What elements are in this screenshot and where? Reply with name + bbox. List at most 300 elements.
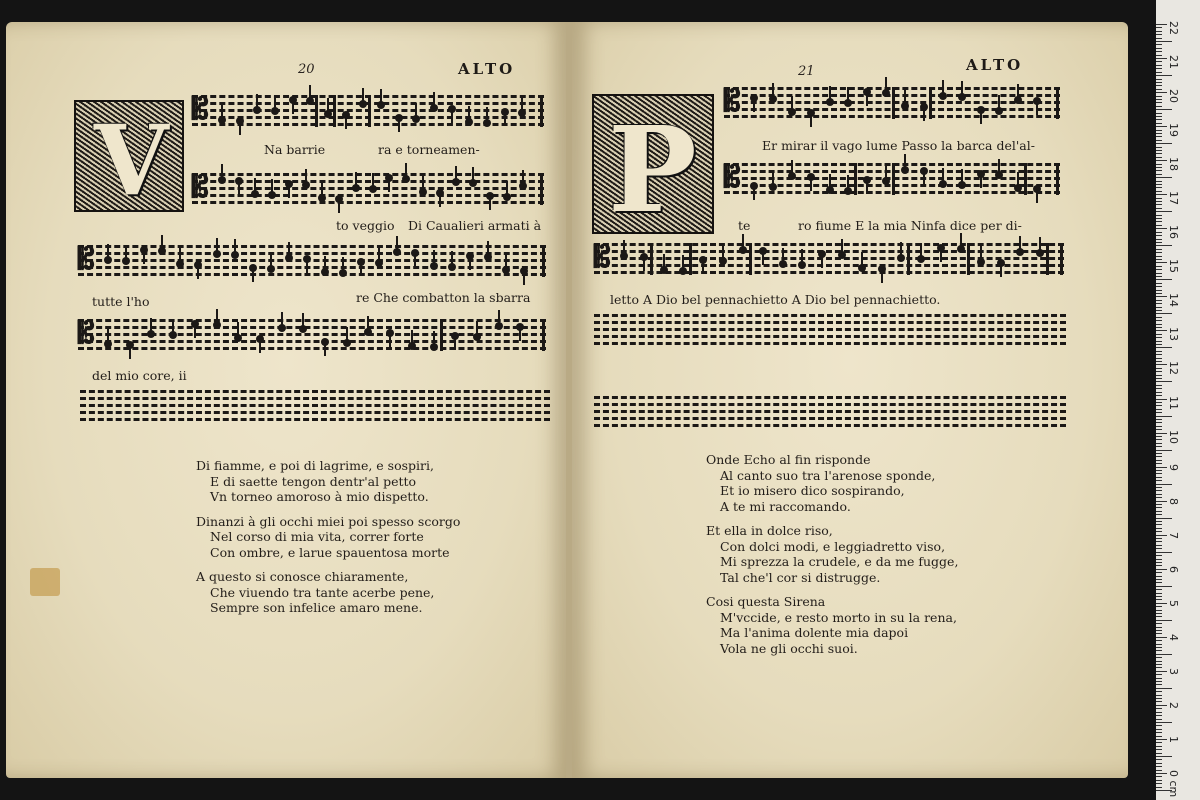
ruler-tick [1156,92,1167,93]
ruler-label: 2 [1167,701,1180,709]
ruler-tick [1156,701,1162,702]
ruler-tick [1156,405,1162,406]
ruler-tick [1156,480,1162,481]
bar-line [1056,87,1059,119]
note-stem [1036,189,1038,203]
note-stem [980,110,982,124]
ruler-tick [1156,487,1162,488]
ruler-tick [1156,742,1162,743]
ruler-tick [1156,368,1162,369]
verse-line: A te mi raccomando. [720,498,851,514]
ruler-tick [1156,296,1167,297]
ruler-tick [1156,433,1167,434]
ruler-tick [1156,27,1162,28]
lyric-line: tutte l'ho [92,294,150,309]
ruler-tick [1156,582,1162,583]
clef-icon: 𝄡 [724,160,741,195]
note-stem [476,321,478,335]
ruler-tick [1156,364,1167,365]
lyric-line: Na barrie [264,142,326,157]
ruler-tick [1156,616,1162,617]
ruler-tick [1156,61,1162,62]
music-staff [724,162,1060,196]
note-stem [791,160,793,174]
ruler-tick [1156,72,1162,73]
staff-line [192,180,544,183]
note-stem [472,167,474,181]
note-stem [288,184,290,198]
note-stem [398,118,400,132]
note-stem [753,186,755,200]
initial-letter: P [608,100,697,234]
ruler-tick [1156,187,1162,188]
verse-line: Di fiamme, e poi di lagrime, e sospiri, [196,458,434,473]
staff-line [78,347,546,350]
staff-line [594,328,1066,331]
ruler-tick [1156,419,1162,420]
note-stem [288,242,290,256]
note-stem [663,254,665,268]
note-stem [998,159,1000,173]
ruler-tick [1156,211,1172,212]
note-stem [216,309,218,323]
note-stem [1019,236,1021,250]
staff-line [594,335,1066,338]
measurement-ruler [1156,0,1200,800]
ruler-tick [1156,89,1162,90]
note-stem [940,248,942,262]
ruler-tick [1156,109,1172,110]
ruler-tick [1156,392,1162,393]
ruler-tick [1156,181,1162,182]
note-stem [522,170,524,184]
ruler-tick [1156,576,1162,577]
ruler-label: 15 [1167,259,1180,274]
ruler-tick [1156,194,1167,195]
note-stem [324,342,326,356]
ruler-tick [1156,776,1162,777]
ruler-tick [1156,225,1162,226]
ruler-tick [1156,381,1172,382]
verse-block [706,452,958,665]
verse-line: Sempre son infelice amaro mene. [210,600,423,615]
ruler-tick [1156,130,1162,131]
note-stem [881,269,883,283]
ruler-tick [1156,106,1162,107]
note-stem [259,339,261,353]
note-stem [519,327,521,341]
ruler-tick [1156,347,1172,348]
ruler-tick [1156,218,1162,219]
ruler-tick [1156,320,1162,321]
note-stem [129,345,131,359]
note-stem [305,169,307,183]
bar-line [1056,163,1059,195]
note-stem [270,253,272,267]
note-stem [342,257,344,271]
ruler-tick [1156,99,1162,100]
note-stem [411,330,413,344]
note-stem [623,240,625,254]
staff-line [78,259,546,262]
note-stem [439,193,441,207]
note-stem [885,77,887,91]
ruler-tick [1156,55,1162,56]
note-stem [455,166,457,180]
staff-line [594,417,1066,420]
ruler-tick [1156,490,1162,491]
note-stem [378,247,380,261]
ruler-tick [1156,44,1162,45]
verse-line: Al canto suo tra l'arenose sponde, [720,467,936,483]
paper-stain [30,568,60,596]
note-stem [194,324,196,338]
voice-label: ALTO [458,60,516,78]
note-stem [414,253,416,267]
note-stem [810,177,812,191]
ruler-tick [1156,300,1162,301]
ruler-tick [1156,749,1162,750]
ruler-tick [1156,395,1162,396]
ruler-tick [1156,184,1162,185]
ruler-tick [1156,221,1162,222]
ruler-tick [1156,48,1162,49]
note-stem [321,182,323,196]
note-stem [345,115,347,129]
ruler-tick [1156,330,1167,331]
ruler-tick [1156,739,1167,740]
ruler-tick [1156,273,1162,274]
note-stem [980,174,982,188]
ruler-label: 0 cm [1167,770,1180,798]
ruler-tick [1156,140,1162,141]
music-staff [192,172,544,206]
ruler-tick [1156,586,1172,587]
ruler-tick [1156,572,1162,573]
ruler-tick [1156,96,1162,97]
note-stem [942,80,944,94]
verse-line: Tal che'l cor si distrugge. [720,569,881,585]
ruler-tick [1156,770,1162,771]
ruler-tick [1156,174,1162,175]
ruler-label: 14 [1167,293,1180,308]
note-stem [506,181,508,195]
music-staff [192,94,544,128]
ruler-tick [1156,170,1162,171]
ruler-tick [1156,157,1162,158]
note-stem [237,322,239,336]
stanza [196,458,460,505]
ruler-tick [1156,783,1162,784]
ruler-tick [1156,436,1162,437]
ruler-tick [1156,623,1162,624]
ruler-tick [1156,473,1162,474]
staff-line [594,410,1066,413]
verse-line: Con ombre, e larue spauentosa morte [210,544,450,560]
ruler-tick [1156,599,1162,600]
ruler-tick [1156,450,1172,451]
bar-line [542,319,545,351]
note-stem [372,173,374,187]
woodcut-initial [74,100,184,212]
ruler-tick [1156,589,1162,590]
note-stem [904,90,906,104]
ruler-tick [1156,341,1162,342]
ruler-tick [1156,521,1162,522]
verse-line: M'vccide, e resto morto in su la rena, [720,609,957,625]
bar-line [892,87,895,119]
ruler-tick [1156,650,1162,651]
ruler-tick [1156,453,1162,454]
verse-block [196,458,460,625]
ruler-label: 5 [1167,599,1180,607]
ruler-tick [1156,164,1162,165]
ruler-tick [1156,334,1162,335]
note-stem [762,251,764,265]
ruler-tick [1156,511,1162,512]
note-stem [942,168,944,182]
note-stem [682,255,684,269]
bar-line [650,243,653,275]
note-stem [238,181,240,195]
note-stem [498,310,500,324]
note-stem [791,96,793,110]
note-stem [161,235,163,249]
ruler-tick [1156,279,1172,280]
lyric-line: te [738,218,751,233]
note-stem [405,163,407,177]
note-stem [172,319,174,333]
note-stem [179,248,181,262]
note-stem [810,113,812,127]
ruler-tick [1156,446,1162,447]
note-stem [468,106,470,120]
bar-line [892,163,895,195]
ruler-tick [1156,780,1162,781]
lyric-line: Er mirar il vago lume Passo la barca del'al- [762,138,1035,153]
note-stem [271,179,273,193]
ruler-label: 19 [1167,123,1180,138]
ruler-tick [1156,317,1162,318]
ruler-tick [1156,715,1162,716]
ruler-tick [1156,177,1172,178]
empty-staff [594,396,1066,434]
bar-line [1060,243,1063,275]
note-stem [309,85,311,99]
verse-line: Vn torneo amoroso à mio dispetto. [210,489,429,504]
note-stem [923,107,925,121]
empty-staff [80,390,550,428]
ruler-label: 7 [1167,531,1180,539]
ruler-tick [1156,262,1167,263]
ruler-tick [1156,497,1162,498]
ruler-tick [1156,674,1162,675]
ruler-tick [1156,385,1162,386]
verse-line: Mi sprezza la crudele, e da me fugge, [720,554,959,569]
note-stem [389,333,391,347]
note-stem [107,328,109,342]
ruler-tick [1156,477,1162,478]
empty-staff [594,314,1066,352]
ruler-tick [1156,664,1162,665]
ruler-tick [1156,684,1162,685]
staff-line [80,418,550,421]
ruler-label: 17 [1167,191,1180,206]
note-stem [523,271,525,285]
staff-line [80,390,550,393]
stanza [706,523,958,585]
staff-line [594,250,1064,253]
staff-line [594,243,1064,246]
ruler-tick [1156,531,1162,532]
note-stem [1017,84,1019,98]
staff-line [192,173,544,176]
ruler-tick [1156,456,1162,457]
bar-line [689,243,692,275]
ruler-tick [1156,160,1167,161]
note-stem [306,259,308,273]
ruler-tick [1156,286,1162,287]
ruler-label: 11 [1167,395,1180,410]
ruler-tick [1156,756,1172,757]
ruler-tick [1156,303,1162,304]
ruler-tick [1156,518,1172,519]
clef-icon: 𝄡 [192,92,209,127]
ruler-tick [1156,763,1162,764]
note-stem [239,121,241,135]
ruler-tick [1156,705,1167,706]
verse-line: Et io misero dico sospirando, [720,483,905,498]
note-stem [281,312,283,326]
verse-line: Con dolci modi, e leggiadretto viso, [720,538,946,554]
note-stem [1017,172,1019,186]
note-stem [451,251,453,265]
clef-icon: 𝄡 [78,242,95,277]
ruler-tick [1156,644,1162,645]
ruler-tick [1156,239,1162,240]
ruler-tick [1156,470,1162,471]
note-stem [866,180,868,194]
note-stem [433,331,435,345]
page-number: 20 [298,62,315,77]
note-stem [355,172,357,186]
ruler-tick [1156,667,1162,668]
ruler-label: 18 [1167,157,1180,172]
note-stem [150,318,152,332]
staff-line [78,273,546,276]
ruler-label: 8 [1167,497,1180,505]
ruler-tick [1156,524,1162,525]
note-stem [821,254,823,268]
ruler-tick [1156,388,1162,389]
ruler-tick [1156,416,1172,417]
note-stem [327,98,329,112]
ruler-tick [1156,443,1162,444]
ruler-tick [1156,729,1162,730]
note-stem [302,313,304,327]
ruler-tick [1156,41,1172,42]
ruler-label: 9 [1167,463,1180,471]
ruler-tick [1156,65,1162,66]
ruler-label: 6 [1167,565,1180,573]
lyric-line: ra e torneamen- [378,142,480,157]
ruler-tick [1156,354,1162,355]
ruler-tick [1156,691,1162,692]
ruler-tick [1156,283,1162,284]
ruler-tick [1156,579,1162,580]
ruler-label: 13 [1167,327,1180,342]
staff-line [594,396,1066,399]
ruler-tick [1156,613,1162,614]
ruler-tick [1156,82,1162,83]
ruler-tick [1156,596,1162,597]
staff-line [594,342,1066,345]
bar-line [967,243,970,275]
note-stem [904,154,906,168]
verse-line: Cosi questa Sirena [706,594,826,609]
ruler-tick [1156,113,1162,114]
lyric-line: del mio core, ii [92,368,187,383]
clef-icon: 𝄡 [594,240,611,275]
staff-line [80,404,550,407]
ruler-tick [1156,593,1162,594]
ruler-tick [1156,191,1162,192]
note-stem [960,233,962,247]
lyric-line: to veggio [336,218,395,233]
verse-line: Et ella in dolce riso, [706,523,833,538]
ruler-tick [1156,494,1162,495]
bar-line [907,243,910,275]
ruler-tick [1156,759,1162,760]
ruler-tick [1156,565,1162,566]
stanza [196,569,460,616]
note-stem [961,169,963,183]
note-stem [998,95,1000,109]
note-stem [861,252,863,266]
ruler-tick [1156,695,1162,696]
ruler-tick [1156,548,1162,549]
ruler-tick [1156,58,1167,59]
music-staff [78,318,546,352]
note-stem [415,103,417,117]
clef-icon: 𝄡 [192,170,209,205]
note-stem [216,238,218,252]
initial-letter: V [94,104,169,212]
note-stem [360,262,362,276]
ruler-tick [1156,259,1162,260]
music-staff [594,242,1064,276]
ruler-tick [1156,293,1162,294]
ruler-tick [1156,150,1162,151]
ruler-tick [1156,290,1162,291]
note-stem [454,336,456,350]
note-stem [753,98,755,112]
ruler-tick [1156,787,1162,788]
ruler-label: 12 [1167,361,1180,376]
left-page [6,22,568,778]
note-stem [338,199,340,213]
ruler-label: 4 [1167,633,1180,641]
ruler-tick [1156,361,1162,362]
note-stem [292,100,294,114]
ruler-tick [1156,351,1162,352]
ruler-tick [1156,746,1162,747]
note-stem [772,83,774,97]
note-stem [274,95,276,109]
open-book [6,22,1128,778]
ruler-tick [1156,344,1162,345]
ruler-label: 3 [1167,667,1180,675]
